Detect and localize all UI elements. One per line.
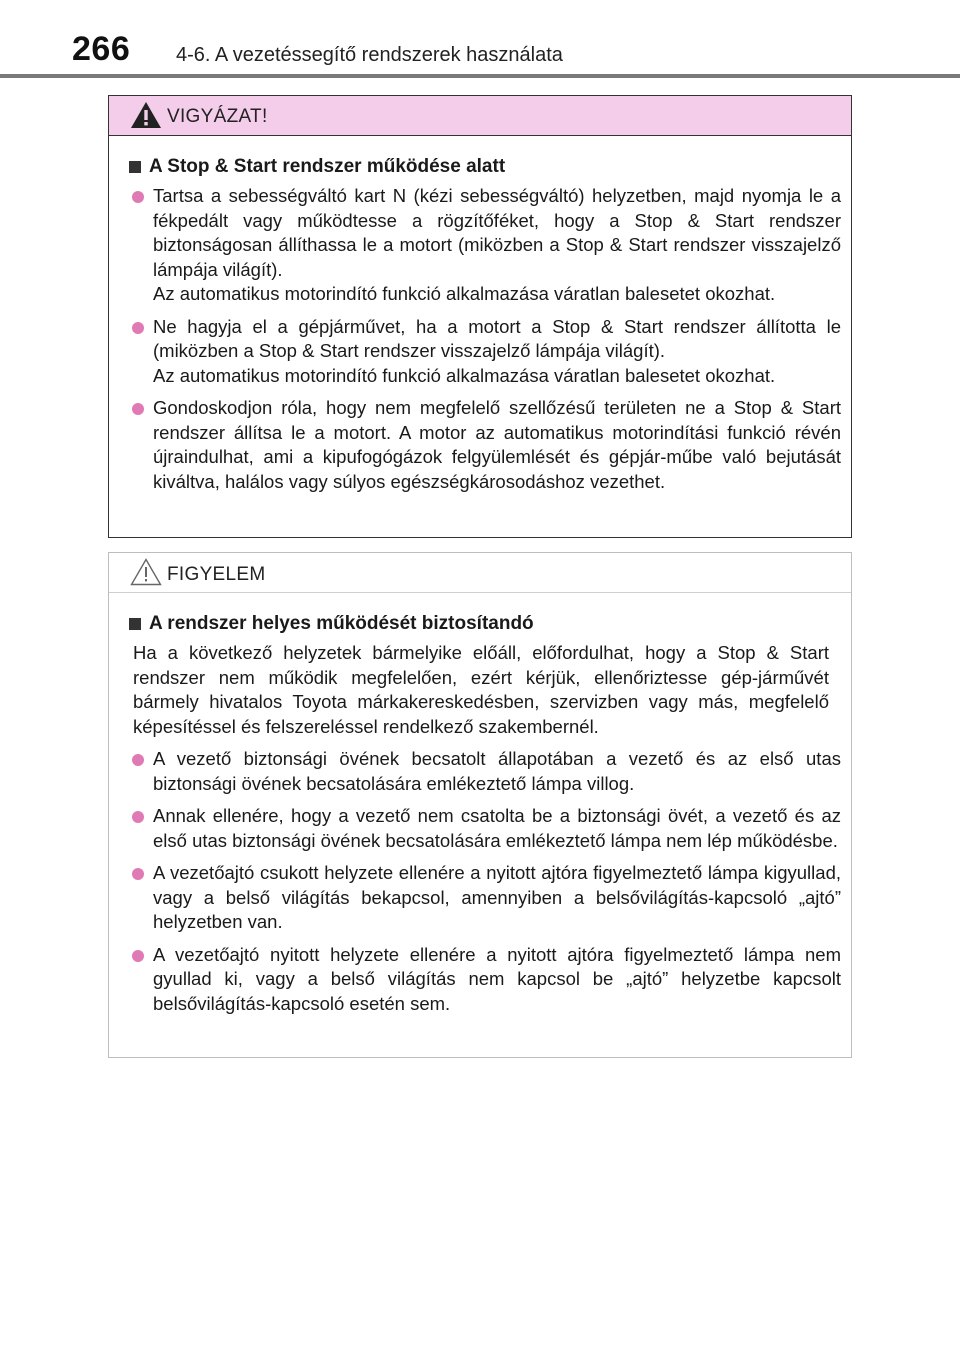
list-item-note: Az automatikus motorindító funkció alkalmazása váratlan balesetet okozhat. [153,364,776,386]
chapter-title: 4-6. A vezetéssegítő rendszerek használata [176,44,563,66]
list-item-text: A vezetőajtó nyitott helyzete ellenére a nyitott ajtóra figyelmeztető lámpa nem gyullad ki, vagy a belső világítás nem kapcsol be „ajtó” helyzetbe kapcsolt belsővilágítás-kapcsoló esetén sem. [153,943,841,1014]
notice-section-title [129,611,841,637]
notice-section-title-text: A rendszer helyes működését biztosítandó [149,613,534,634]
warning-box-body [109,136,851,494]
list-item-text: Tartsa a sebességváltó kart N (kézi sebességváltó) helyzetben, majd nyomja le a fékpedált vagy működtesse a rögzítőféket, hogy a Stop & Start rendszer biztonságosan állíthassa le a motort (miközben a Stop & Start rendszer visszajelző lámpája világít). [153,185,841,280]
square-bullet-icon [129,618,141,630]
bullet-dot-icon [132,868,144,880]
warning-box [108,95,852,538]
bullet-dot-icon [132,811,144,823]
warning-section-title [129,154,841,180]
list-item [129,861,841,935]
square-bullet-icon [129,161,141,173]
warning-triangle-outline-icon [129,557,163,587]
list-item-note: Az automatikus motorindító funkció alkalmazása váratlan balesetet okozhat. [153,283,776,304]
list-item [129,315,841,389]
bullet-dot-icon [132,754,144,766]
page-number: 266 [72,30,131,68]
list-item [129,396,841,494]
header-rule [0,74,960,78]
notice-box-header [109,553,851,593]
list-item [129,184,841,307]
notice-title: FIGYELEM [167,564,266,585]
warning-box-header [109,96,851,136]
warning-title: VIGYÁZAT! [167,106,268,127]
bullet-dot-icon [132,403,144,415]
list-item-text: A vezetőajtó csukott helyzete ellenére a nyitott ajtóra figyelmeztető lámpa kigyullad, vagy a belső világítás bekapcsol, amennyiben a belsővilágítás-kapcsoló „ajtó” helyzetben van. [153,862,841,932]
list-item-text: Annak ellenére, hogy a vezető nem csatolta be a biztonsági övét, a vezető és az első utas biztonsági övének becsatolására emlékeztető lámpa nem lép működésbe. [153,805,841,851]
bullet-dot-icon [132,191,144,203]
list-item [129,804,841,853]
list-item-text: A vezető biztonsági övének becsatolt állapotában a vezető és az első utas biztonsági övének becsatolására emlékeztető lámpa villog. [153,748,841,794]
notice-intro: Ha a következő helyzetek bármelyike előáll, előfordulhat, hogy a Stop & Start rendszer nem működik megfelelően, ezért kérjük, ellenőriztesse gép-járművét bármely hivatalos Toyota márkakereskedésben, szervizben vagy más, megfelelő képesítéssel és felszereléssel rendelkező szakembernél. [133,642,829,737]
page-header [0,0,960,80]
warning-triangle-icon [129,100,163,130]
bullet-dot-icon [132,322,144,334]
list-item-text: Ne hagyja el a gépjárművet, ha a motort a Stop & Start rendszer állította le (miközben a Stop & Start rendszer visszajelző lámpája világít). [153,315,841,361]
list-item [129,943,841,1017]
notice-box-body [109,593,851,1016]
bullet-dot-icon [132,950,144,962]
warning-section-title-text: A Stop & Start rendszer működése alatt [149,156,506,177]
list-item [129,747,841,796]
list-item-text: Gondoskodjon róla, hogy nem megfelelő szellőzésű területen ne a Stop & Start rendszer állítsa le a motort. A motor az automatikus motorindítási funkció révén újraindulhat, ami a kipufogógázok felgyülemlését és gépjár-műbe való bejutását kiváltva, halálos vagy súlyos egészségkárosodáshoz vezethet. [153,397,841,492]
notice-box [108,552,852,1058]
